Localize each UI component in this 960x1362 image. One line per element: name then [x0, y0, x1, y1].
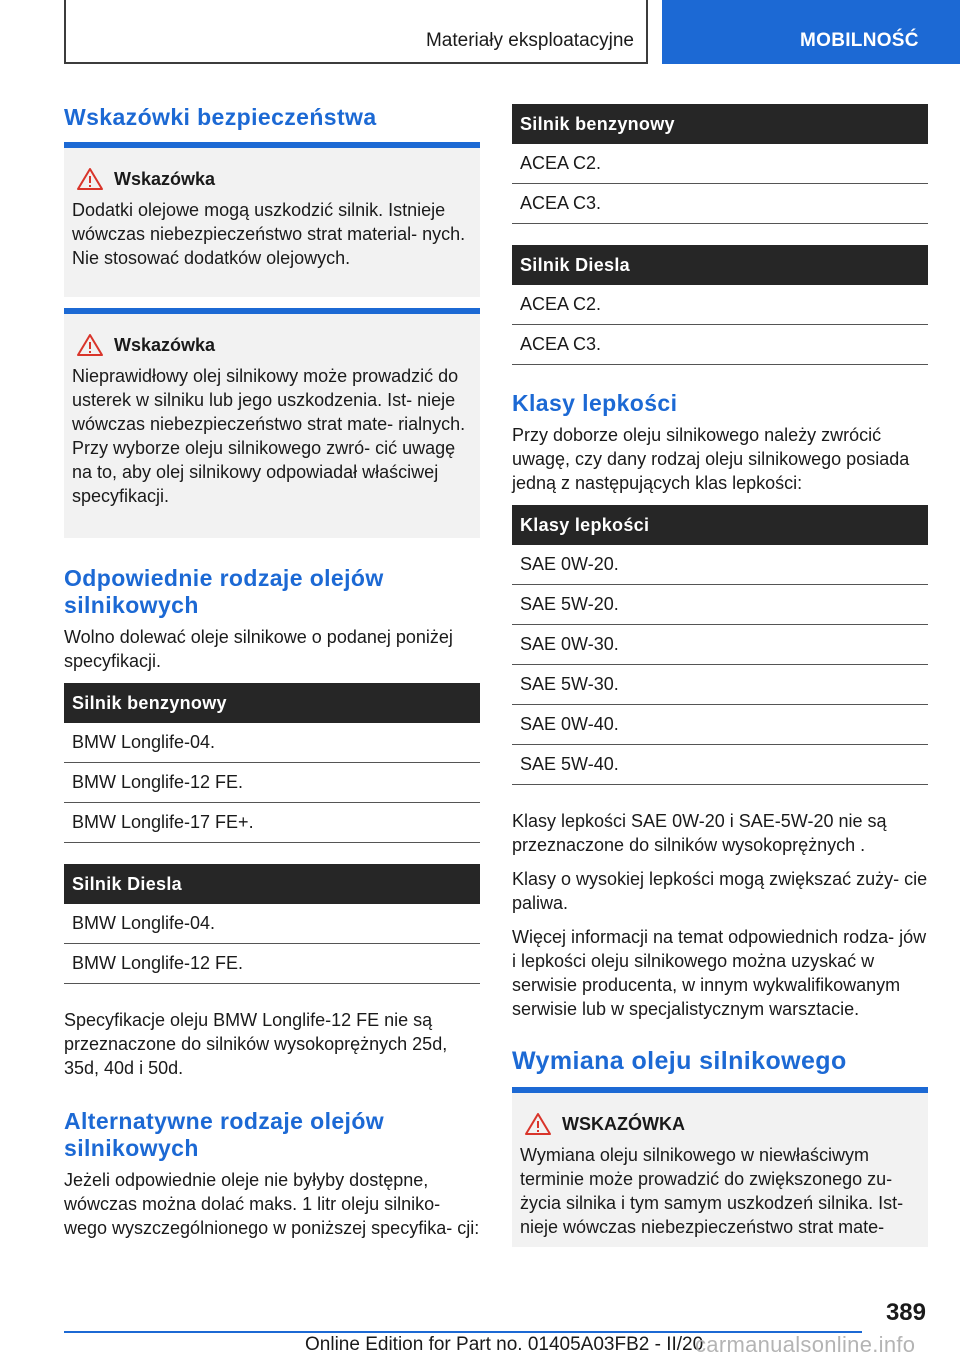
header-section-box — [64, 0, 648, 64]
table-row: BMW Longlife-04. — [64, 723, 480, 763]
spec-note-text: Specyfikacje oleju BMW Longlife-12 FE nie są przeznaczone do silników wysokoprężnych 25d, 35d, 40d i 50d. — [64, 1010, 448, 1078]
watermark: carmanualsonline.info — [695, 1332, 916, 1357]
table-row: SAE 5W-30. — [512, 665, 928, 705]
suitable-oils-section — [64, 565, 480, 673]
table-row: ACEA C2. — [512, 144, 928, 184]
warning-triangle-icon — [76, 333, 104, 357]
petrol-spec-table — [64, 683, 480, 843]
warning-note-3 — [512, 1087, 928, 1247]
alt-diesel-table — [512, 245, 928, 365]
warning-note-1 — [64, 142, 480, 297]
table-header: Silnik Diesla — [512, 245, 928, 285]
warning-triangle-icon — [524, 1112, 552, 1136]
table-row: SAE 0W-30. — [512, 625, 928, 665]
table-row: ACEA C3. — [512, 325, 928, 365]
table-row: SAE 5W-40. — [512, 745, 928, 785]
section-title: Materiały eksploatacyjne — [425, 30, 634, 51]
suitable-oils-intro: Wolno dolewać oleje silnikowe o podanej poniżej specyfikacji. — [64, 627, 453, 671]
viscosity-note-3: Więcej informacji na temat odpowiednich rodza- jów i lepkości oleju silnikowego można uzyskać w serwisie producenta, w innym wykwalifikowanym serwisie lub w specjalistycznym warsztacie. — [512, 927, 927, 1019]
table-header: Silnik Diesla — [64, 864, 480, 904]
table-row: ACEA C2. — [512, 285, 928, 325]
table-header: Silnik benzynowy — [64, 683, 480, 723]
alternative-oils-heading: Alternatywne rodzaje olejów silnikowych — [64, 1108, 385, 1161]
table-row: SAE 0W-20. — [512, 545, 928, 585]
edition-text: Online Edition for Part no. 01405A03FB2 - II/20 — [305, 1334, 704, 1355]
note-text: Nieprawidłowy olej silnikowy może prowadzić do usterek w silniku lub jego uszkodzenia. Ist- nieje wówczas niebezpieczeństwo strat mate- rialnych. Przy wyborze oleju silnikowego zwró- cić uwagę na to, aby olej silnikowy odpowiadał właściwej specyfikacji. — [72, 366, 466, 506]
alt-petrol-table — [512, 104, 928, 224]
table-row: ACEA C3. — [512, 184, 928, 224]
suitable-oils-heading: Odpowiednie rodzaje olejów silnikowych — [64, 565, 384, 618]
warning-note-2 — [64, 308, 480, 538]
table-row: BMW Longlife-17 FE+. — [64, 803, 480, 843]
note-text: Dodatki olejowe mogą uszkodzić silnik. Istnieje wówczas niebezpieczeństwo strat material- nych. Nie stosować dodatków olejowych. — [72, 200, 466, 268]
table-row: SAE 0W-40. — [512, 705, 928, 745]
left-heading — [64, 104, 480, 131]
viscosity-notes — [512, 809, 928, 1021]
note-title: Wskazówka — [114, 168, 216, 189]
note-title: WSKAZÓWKA — [562, 1113, 685, 1134]
viscosity-note-1: Klasy lepkości SAE 0W-20 i SAE-5W-20 nie są przeznaczone do silników wysokoprężnych . — [512, 811, 887, 855]
viscosity-note-2: Klasy o wysokiej lepkości mogą zwiększać zuży- cie paliwa. — [512, 869, 928, 913]
warning-triangle-icon — [76, 167, 104, 191]
viscosity-section — [512, 390, 928, 495]
viscosity-table — [512, 505, 928, 785]
spec-note — [64, 1008, 480, 1080]
alternative-oils-section — [64, 1108, 480, 1240]
table-header: Silnik benzynowy — [512, 104, 928, 144]
note-text: Wymiana oleju silnikowego w niewłaściwym terminie może prowadzić do zwiększonego zu- życia silnika i tym samym uszkodzeń silnika. Ist- nieje wówczas niebezpieczeństwo strat mate- — [520, 1145, 904, 1237]
note-title: Wskazówka — [114, 334, 216, 355]
tab-label: MOBILNOŚĆ — [800, 30, 919, 51]
diesel-spec-table — [64, 864, 480, 984]
table-row: SAE 5W-20. — [512, 585, 928, 625]
table-header: Klasy lepkości — [512, 505, 928, 545]
alternative-oils-intro: Jeżeli odpowiednie oleje nie byłyby dostępne, wówczas można dolać maks. 1 litr oleju silniko- wego wyszczególnionego w poniższej specyfika- cji: — [64, 1170, 480, 1238]
viscosity-intro: Przy doborze oleju silnikowego należy zwrócić uwagę, czy dany rodzaj oleju silnikowego posiada jedną z następujących klas lepkości: — [512, 425, 910, 493]
page-number: 389 — [885, 1299, 926, 1326]
table-row: BMW Longlife-12 FE. — [64, 944, 480, 984]
safety-heading: Wskazówki bezpieczeństwa — [64, 104, 377, 130]
mobility-tab[interactable] — [662, 0, 960, 64]
table-row: BMW Longlife-04. — [64, 904, 480, 944]
viscosity-heading: Klasy lepkości — [512, 390, 678, 416]
oil-change-section — [512, 1046, 928, 1076]
table-row: BMW Longlife-12 FE. — [64, 763, 480, 803]
oil-change-heading: Wymiana oleju silnikowego — [512, 1047, 847, 1075]
